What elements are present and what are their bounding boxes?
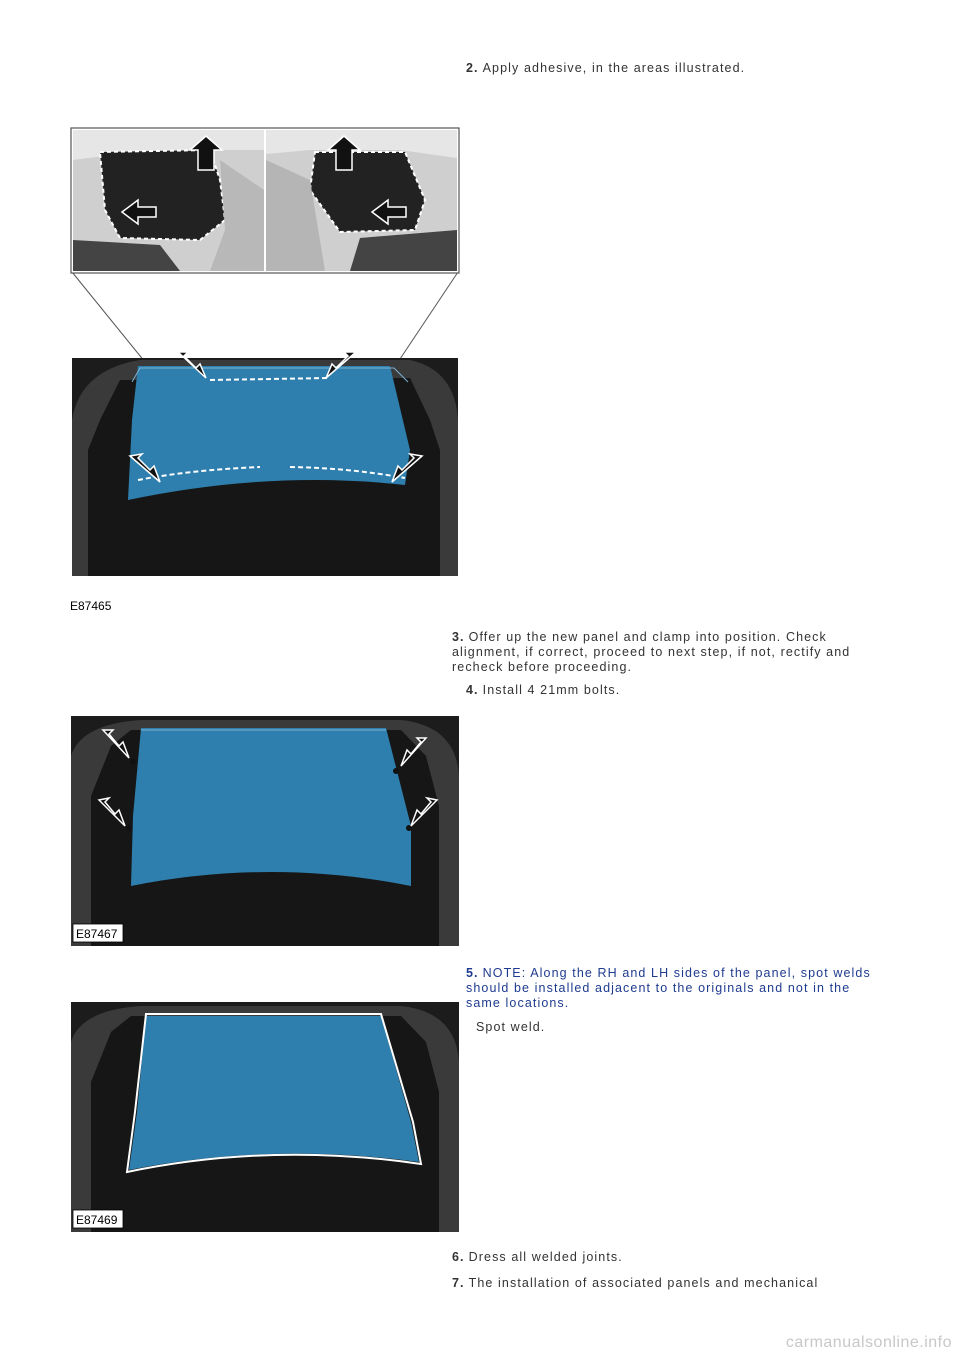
- watermark: carmanualsonline.info: [785, 1334, 952, 1351]
- step-7-number: 7.: [452, 1276, 465, 1290]
- inset-left: [73, 130, 264, 271]
- figure-spot-weld: [71, 1002, 459, 1232]
- figure-bolt-positions: [71, 716, 459, 946]
- figure-2-label: E87467: [76, 927, 118, 941]
- step-6-number: 6.: [452, 1250, 465, 1264]
- figure-1-label: E87465: [70, 599, 112, 613]
- figure-3-label: E87469: [76, 1213, 118, 1227]
- step-4-text: Install 4 21mm bolts.: [482, 683, 621, 697]
- step-3-text: Offer up the new panel and clamp into position. Check alignment, if correct, proceed to next step, if not, rectify and recheck before proceeding.: [452, 630, 851, 674]
- step-2: [466, 61, 926, 76]
- step-2-text: Apply adhesive, in the areas illustrated.: [482, 61, 746, 75]
- step-6: [452, 1250, 852, 1265]
- step-7: [452, 1276, 872, 1291]
- roof-illustration: [72, 352, 458, 576]
- step-4: [466, 683, 866, 698]
- step-3: [452, 630, 852, 675]
- step-4-number: 4.: [466, 683, 479, 697]
- step-5: [466, 966, 876, 1035]
- step-7-text: The installation of associated panels and mechanical: [468, 1276, 819, 1290]
- inset-right: [266, 130, 457, 271]
- step-2-number: 2.: [466, 61, 479, 75]
- step-3-number: 3.: [452, 630, 465, 644]
- figure-adhesive-areas: [60, 120, 470, 620]
- step-5-text: Spot weld.: [476, 1020, 546, 1034]
- step-5-number: 5.: [466, 966, 479, 980]
- step-5-note: NOTE: Along the RH and LH sides of the panel, spot welds should be installed adjacent to the originals and not in the same locations.: [466, 966, 871, 1010]
- step-6-text: Dress all welded joints.: [468, 1250, 623, 1264]
